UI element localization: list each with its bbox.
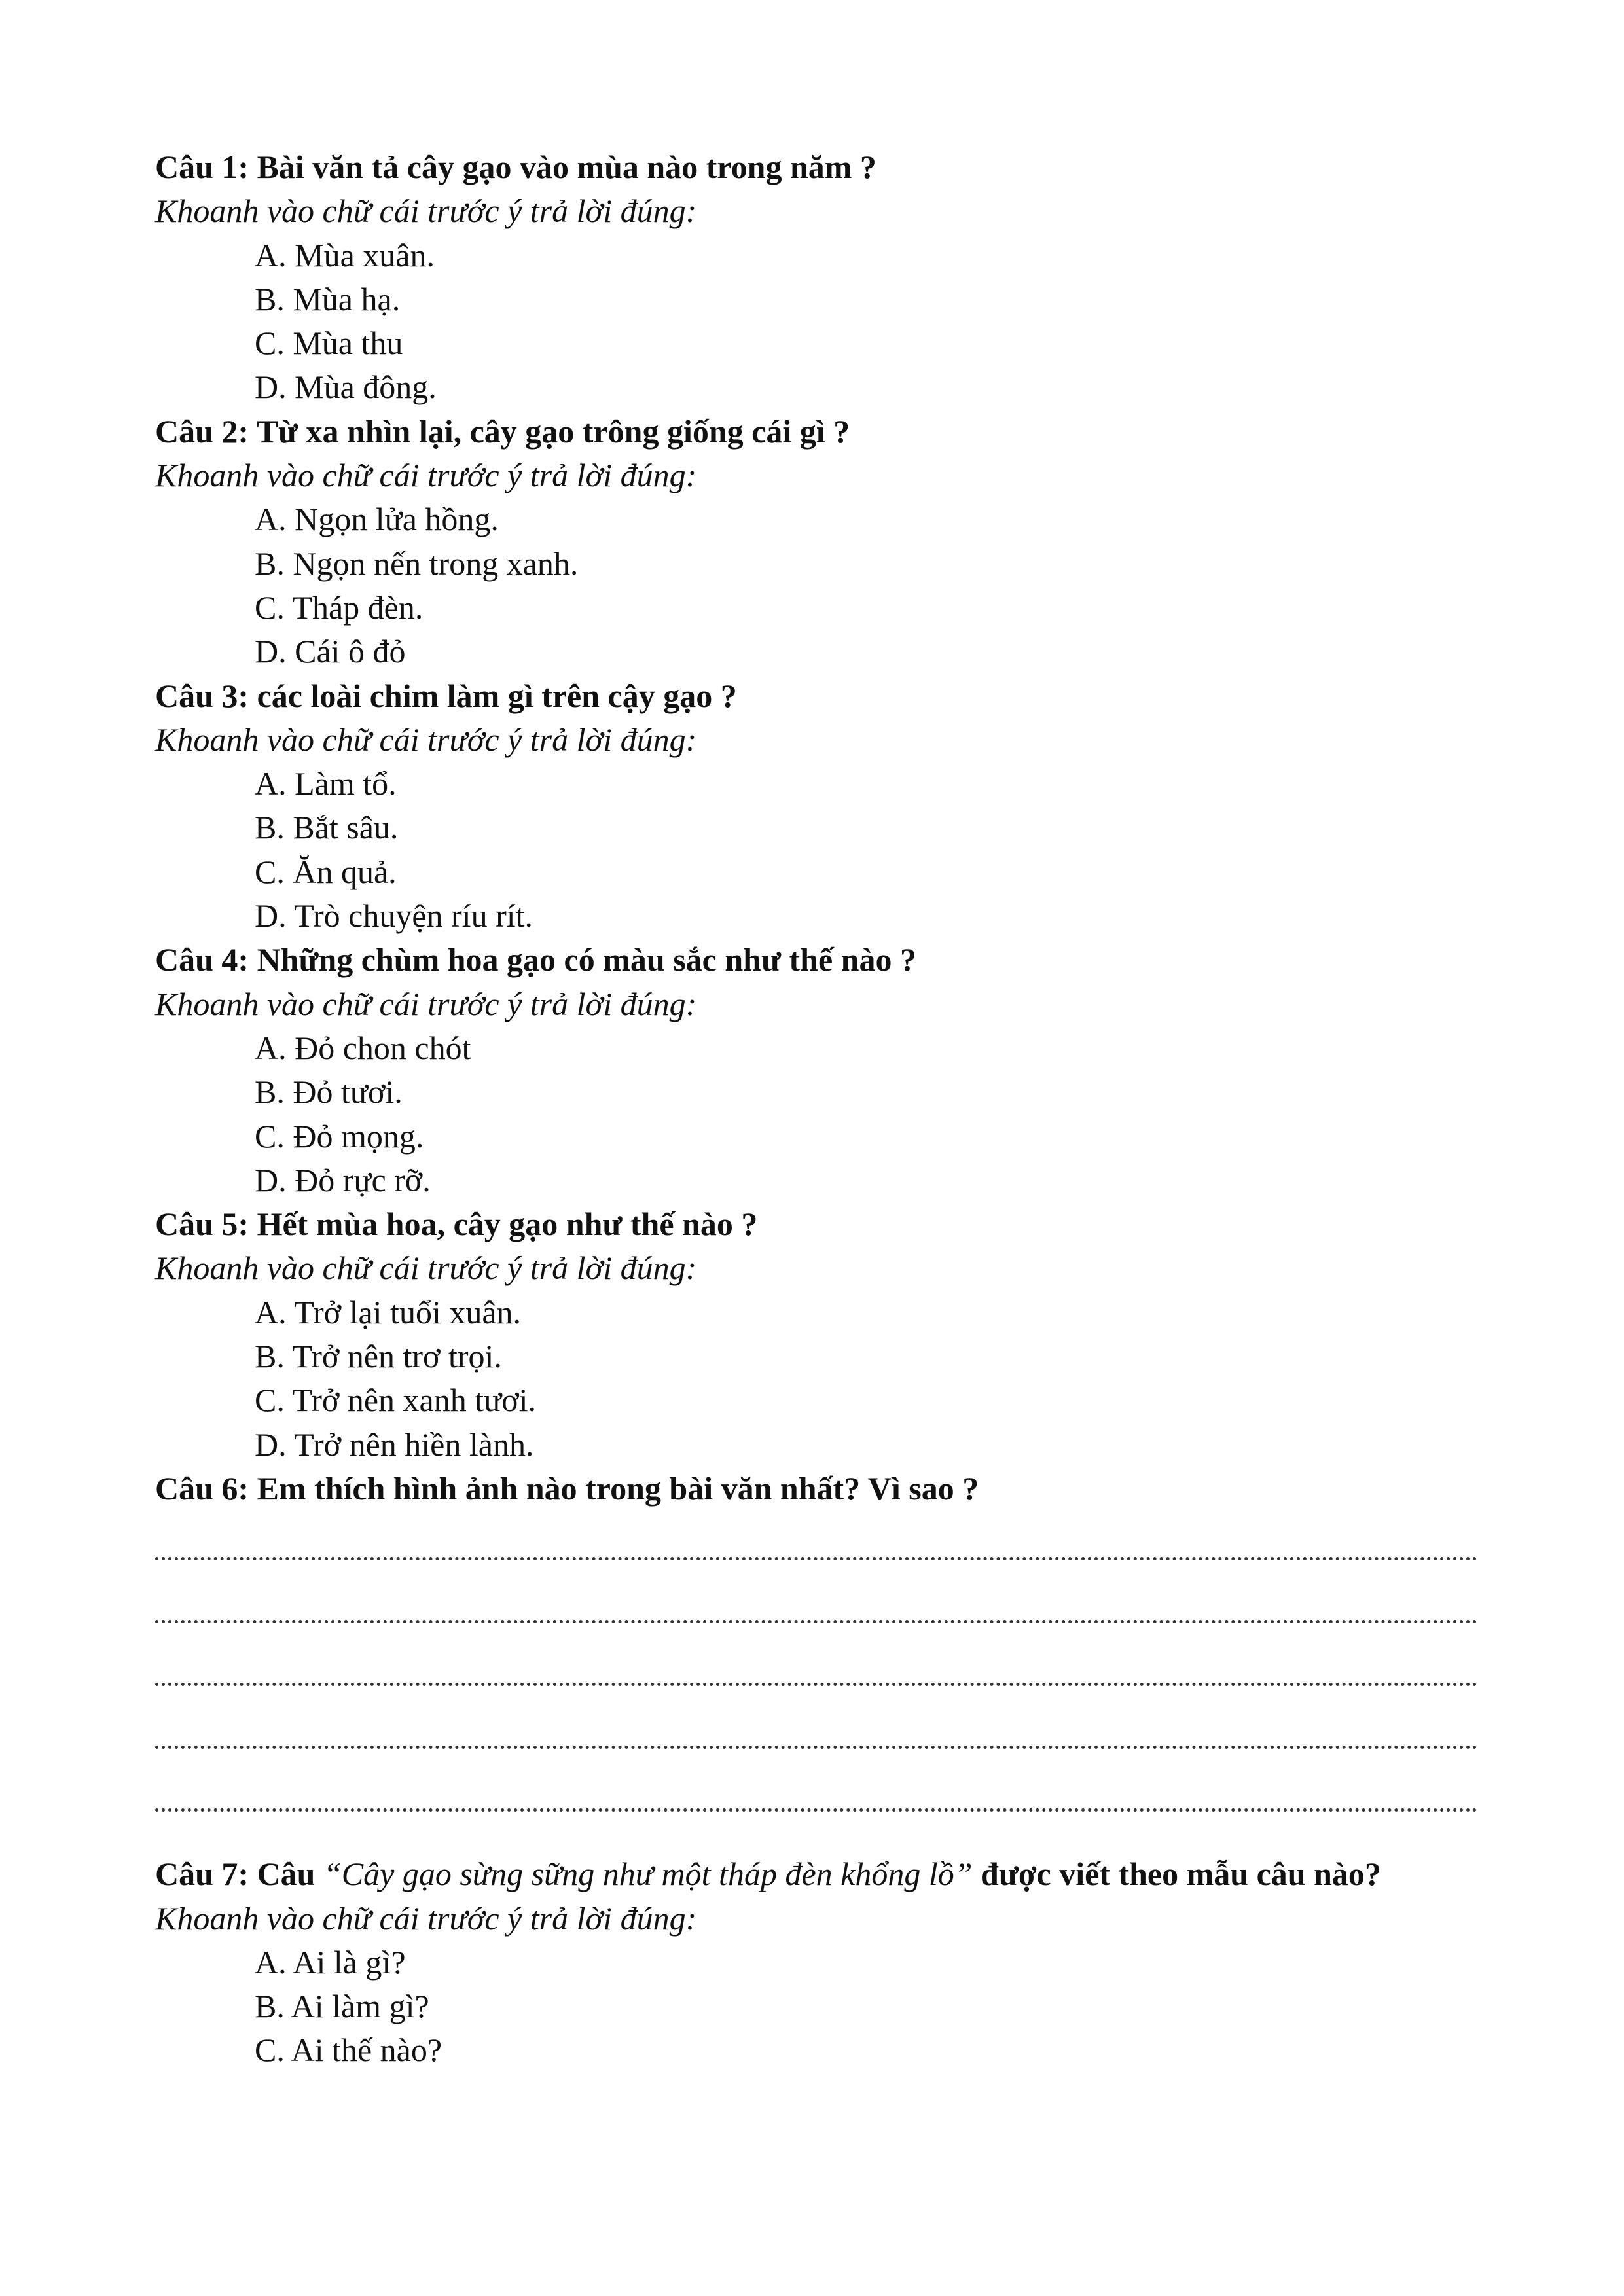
answer-option-d[interactable]: D. Cái ô đỏ (255, 633, 406, 670)
answer-line[interactable] (155, 1513, 1477, 1576)
question-instruction: Khoanh vào chữ cái trước ý trả lời đúng: (155, 457, 697, 494)
question-2 (155, 410, 1477, 674)
question-title-prefix: Câu 7: Câu (155, 1856, 323, 1893)
answer-option-d[interactable]: D. Trò chuyện ríu rít. (255, 897, 533, 935)
answer-line[interactable] (155, 1576, 1477, 1639)
answer-option-a[interactable]: A. Ngọn lửa hồng. (255, 501, 499, 538)
dotted-line (155, 1620, 1477, 1623)
question-quote: “Cây gạo sừng sững như một tháp đèn khổng lồ” (323, 1856, 973, 1893)
worksheet-content (155, 145, 1477, 2073)
question-instruction: Khoanh vào chữ cái trước ý trả lời đúng: (155, 985, 697, 1022)
question-1 (155, 145, 1477, 410)
question-7 (155, 1852, 1477, 2072)
question-instruction: Khoanh vào chữ cái trước ý trả lời đúng: (155, 721, 697, 758)
answer-option-c[interactable]: C. Ai thế nào? (255, 2032, 442, 2069)
answer-option-d[interactable]: D. Trở nên hiền lành. (255, 1426, 534, 1463)
dotted-line (155, 1808, 1477, 1812)
answer-option-d[interactable]: D. Đỏ rực rỡ. (255, 1161, 431, 1198)
question-instruction: Khoanh vào chữ cái trước ý trả lời đúng: (155, 192, 697, 230)
question-title: Câu 6: Em thích hình ảnh nào trong bài văn nhất? Vì sao ? (155, 1469, 979, 1507)
answer-option-b[interactable]: B. Ngọn nến trong xanh. (255, 545, 579, 582)
answer-option-a[interactable]: A. Đỏ chon chót (255, 1029, 471, 1066)
question-title-suffix: được viết theo mẫu câu nào? (972, 1856, 1381, 1893)
answer-option-b[interactable]: B. Đỏ tươi. (255, 1073, 403, 1111)
question-6 (155, 1467, 1477, 1827)
answer-option-b[interactable]: B. Trở nên trơ trọi. (255, 1338, 502, 1375)
answer-writing-area (155, 1513, 1477, 1827)
answer-option-c[interactable]: C. Đỏ mọng. (255, 1117, 424, 1155)
question-instruction: Khoanh vào chữ cái trước ý trả lời đúng: (155, 1249, 697, 1287)
answer-option-b[interactable]: B. Ai làm gì? (255, 1988, 429, 2025)
question-title: Câu 3: các loài chim làm gì trên cậy gạo ? (155, 677, 737, 714)
answer-option-c[interactable]: C. Ăn quả. (255, 853, 397, 890)
question-5 (155, 1202, 1477, 1467)
answer-option-d[interactable]: D. Mùa đông. (255, 368, 437, 406)
answer-line[interactable] (155, 1765, 1477, 1827)
question-3 (155, 674, 1477, 939)
question-4 (155, 938, 1477, 1202)
answer-option-c[interactable]: C. Trở nên xanh tươi. (255, 1382, 537, 1419)
answer-option-b[interactable]: B. Bắt sâu. (255, 809, 399, 846)
dotted-line (155, 1557, 1477, 1560)
answer-option-a[interactable]: A. Làm tổ. (255, 765, 397, 802)
question-title: Câu 5: Hết mùa hoa, cây gạo như thế nào ? (155, 1206, 758, 1243)
answer-option-c[interactable]: C. Mùa thu (255, 325, 403, 362)
answer-option-a[interactable]: A. Mùa xuân. (255, 236, 435, 274)
question-title: Câu 2: Từ xa nhìn lại, cây gạo trông giống cái gì ? (155, 412, 850, 450)
answer-option-c[interactable]: C. Tháp đèn. (255, 588, 424, 626)
dotted-line (155, 1683, 1477, 1686)
answer-line[interactable] (155, 1639, 1477, 1702)
answer-option-a[interactable]: A. Trở lại tuổi xuân. (255, 1293, 522, 1331)
answer-line[interactable] (155, 1702, 1477, 1765)
dotted-line (155, 1746, 1477, 1749)
question-title (155, 1852, 1477, 1896)
question-title: Câu 1: Bài văn tả cây gạo vào mùa nào trong năm ? (155, 149, 876, 185)
answer-option-b[interactable]: B. Mùa hạ. (255, 280, 401, 317)
question-title: Câu 4: Những chùm hoa gạo có màu sắc như thế nào ? (155, 941, 916, 978)
question-instruction: Khoanh vào chữ cái trước ý trả lời đúng: (155, 1899, 697, 1937)
answer-option-a[interactable]: A. Ai là gì? (255, 1943, 406, 1981)
